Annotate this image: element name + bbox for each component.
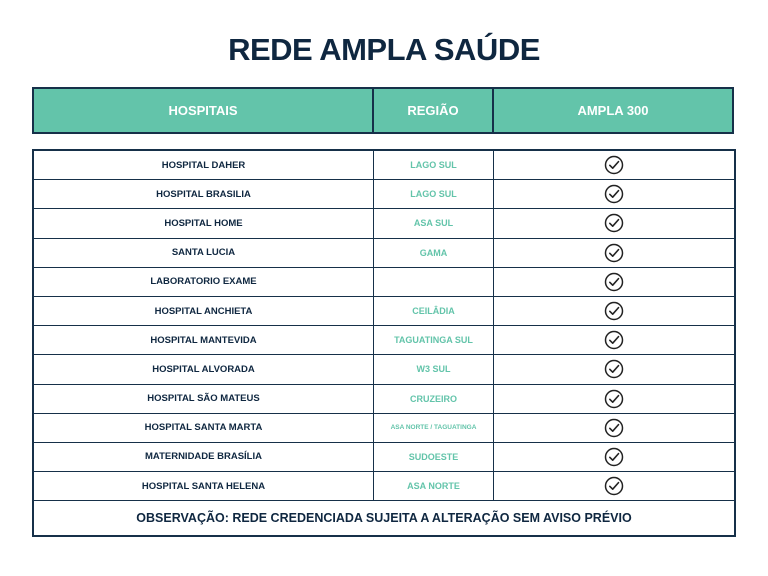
region-name: LAGO SUL [374,180,494,208]
region-name: GAMA [374,239,494,267]
check-circle-icon [494,297,734,325]
hospital-name: HOSPITAL MANTEVIDA [34,326,374,354]
check-circle-icon [494,151,734,179]
hospital-name: HOSPITAL BRASILIA [34,180,374,208]
hospital-name: HOSPITAL ANCHIETA [34,297,374,325]
region-name: SUDOESTE [374,443,494,471]
table-row [34,443,734,472]
hospital-name: LABORATORIO EXAME [34,268,374,296]
table-row [34,239,734,268]
hospital-name: HOSPITAL DAHER [34,151,374,179]
region-name: ASA NORTE / TAGUATINGA [374,414,494,442]
hospital-name: HOSPITAL HOME [34,209,374,237]
region-name: TAGUATINGA SUL [374,326,494,354]
hospital-name: HOSPITAL ALVORADA [34,355,374,383]
header-plan: AMPLA 300 [577,103,649,118]
table-row [34,472,734,501]
region-name: LAGO SUL [374,151,494,179]
region-name: ASA SUL [374,209,494,237]
check-circle-icon [494,209,734,237]
check-circle-icon [494,443,734,471]
region-name: W3 SUL [374,355,494,383]
table-row [34,268,734,297]
table-row [34,385,734,414]
hospital-table [32,149,736,537]
region-name: ASA NORTE [374,472,494,500]
table-row [34,209,734,238]
table-row [34,297,734,326]
region-name [374,268,494,296]
table-header [32,87,734,134]
check-circle-icon [494,180,734,208]
region-name: CRUZEIRO [374,385,494,413]
hospital-name: MATERNIDADE BRASÍLIA [34,443,374,471]
table-row [34,326,734,355]
check-circle-icon [494,414,734,442]
region-name: CEILÂDIA [374,297,494,325]
hospital-name: HOSPITAL SÃO MATEUS [34,385,374,413]
header-region: REGIÃO [374,89,494,132]
check-circle-icon [494,472,734,500]
check-circle-icon [494,385,734,413]
check-circle-icon [494,239,734,267]
header-hospitals: HOSPITAIS [34,89,374,132]
check-circle-icon [494,268,734,296]
table-row [34,414,734,443]
table-row [34,151,734,180]
hospital-name: SANTA LUCIA [34,239,374,267]
hospital-name: HOSPITAL SANTA HELENA [34,472,374,500]
hospital-name: HOSPITAL SANTA MARTA [34,414,374,442]
page-title: REDE AMPLA SAÚDE [228,32,540,67]
check-circle-icon [494,355,734,383]
check-circle-icon [494,326,734,354]
disclaimer-note: OBSERVAÇÃO: REDE CREDENCIADA SUJEITA A ALTERAÇÃO SEM AVISO PRÉVIO [136,511,632,526]
table-row [34,355,734,384]
table-row [34,180,734,209]
